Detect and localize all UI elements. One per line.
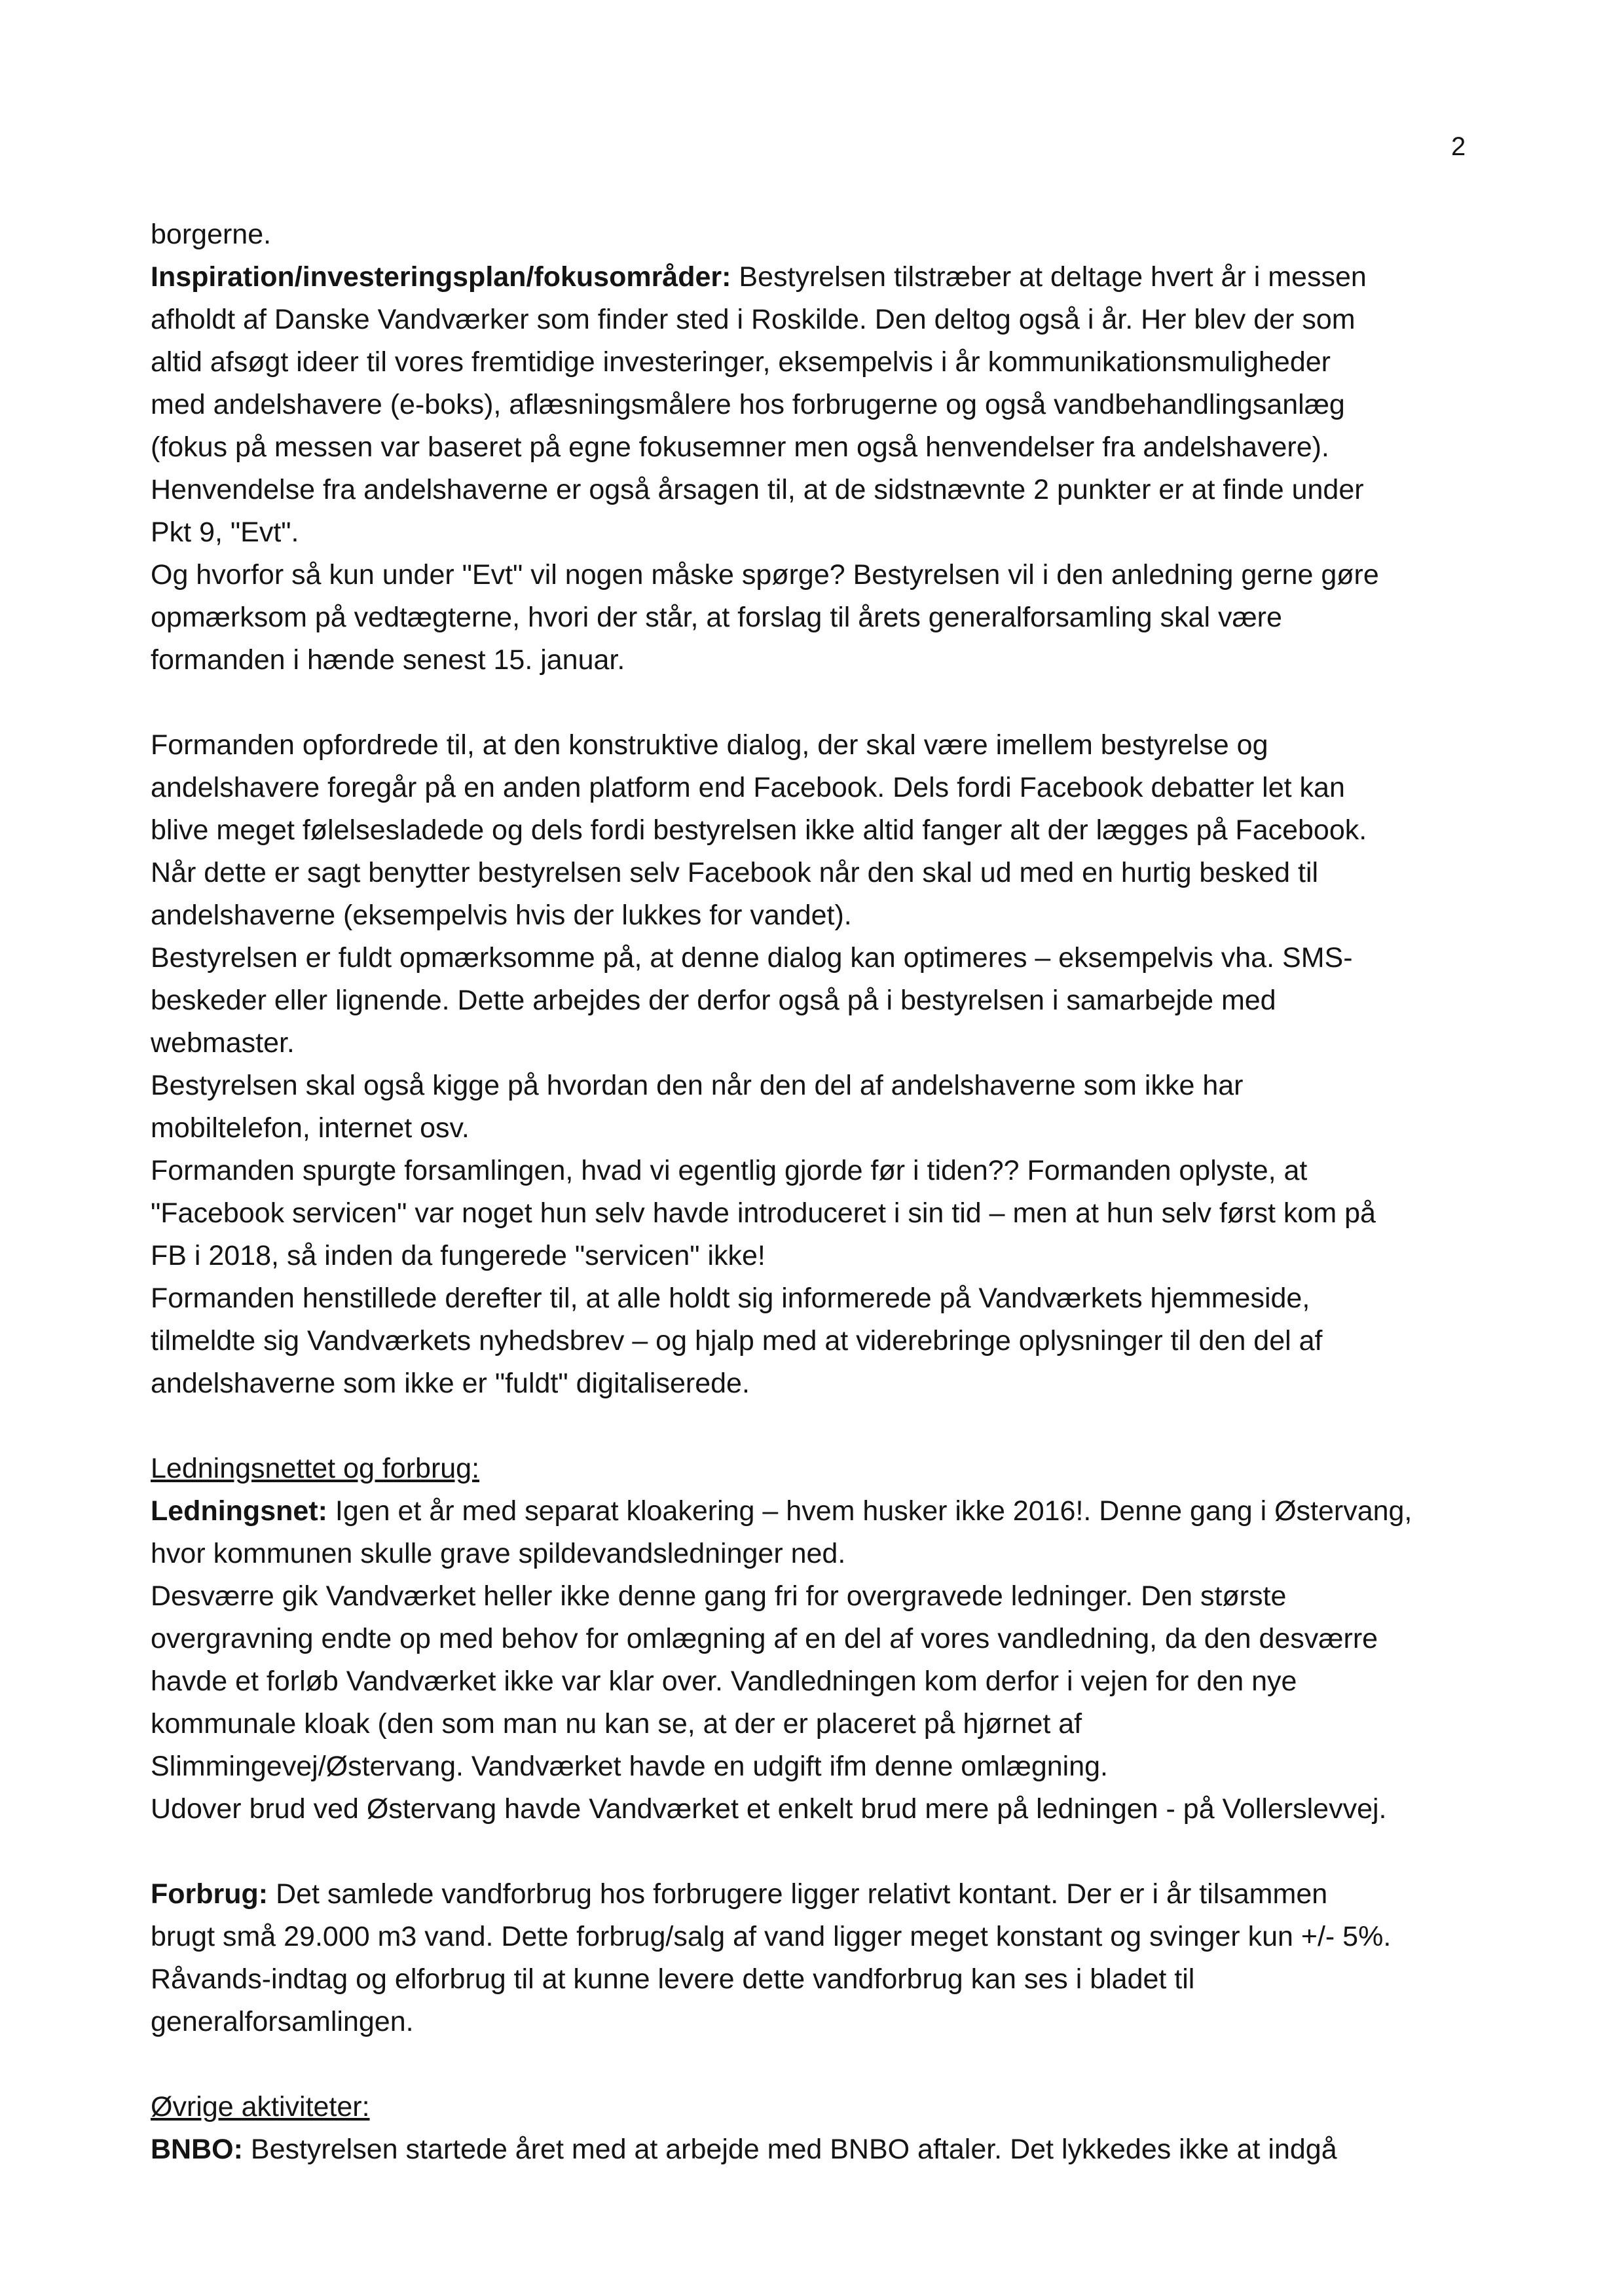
text-line: brugt små 29.000 m3 vand. Dette forbrug/salg af vand ligger meget konstant og svinger kun +/- 5%. <box>151 1921 1392 1952</box>
section-heading-ledningsnettet: Ledningsnettet og forbrug: <box>151 1453 480 1484</box>
text-line: FB i 2018, så inden da fungerede "servicen" ikke! <box>151 1240 766 1271</box>
text-line <box>151 2128 1513 2171</box>
text-line: andelshaverne som ikke er "fuldt" digitaliserede. <box>151 1368 750 1399</box>
text-line: Bestyrelsen er fuldt opmærksomme på, at denne dialog kan optimeres – eksempelvis vha. SMS- <box>151 942 1353 974</box>
text-line: med andelshavere (e-boks), aflæsningsmålere hos forbrugerne og også vandbehandlingsanlæg <box>151 389 1345 420</box>
text-line: Slimmingevej/Østervang. Vandværket havde en udgift ifm denne omlægning. <box>151 1751 1108 1782</box>
text-line: webmaster. <box>151 1027 295 1059</box>
text-line: mobiltelefon, internet osv. <box>151 1112 470 1144</box>
text-line: Henvendelse fra andelshaverne er også årsagen til, at de sidstnævnte 2 punkter er at finde under <box>151 474 1364 505</box>
text-line <box>151 1873 1513 1916</box>
text-line: Formanden opfordrede til, at den konstruktive dialog, der skal være imellem bestyrelse og <box>151 729 1268 761</box>
text-line: generalforsamlingen. <box>151 2006 414 2037</box>
text-line: borgerne. <box>151 219 272 250</box>
text-span: Igen et år med separat kloakering – hvem husker ikke 2016!. Denne gang i Østervang, <box>327 1495 1412 1527</box>
paragraph-gap <box>151 1405 1513 1448</box>
text-line: blive meget følelsesladede og dels fordi bestyrelsen ikke altid fanger alt der lægges på Facebook. <box>151 814 1367 846</box>
text-line: beskeder eller lignende. Dette arbejdes der derfor også på i bestyrelsen i samarbejde med <box>151 985 1276 1016</box>
text-line <box>151 256 1513 299</box>
text-line: Bestyrelsen skal også kigge på hvordan den når den del af andelshaverne som ikke har <box>151 1070 1244 1101</box>
text-span: Bestyrelsen startede året med at arbejde med BNBO aftaler. Det lykkedes ikke at indgå <box>242 2134 1337 2165</box>
text-line: havde et forløb Vandværket ikke var klar over. Vandledningen kom derfor i vejen for den nye <box>151 1666 1297 1697</box>
text-line: kommunale kloak (den som man nu kan se, at der er placeret på hjørnet af <box>151 1708 1082 1740</box>
text-line: Råvands-indtag og elforbrug til at kunne levere dette vandforbrug kan ses i bladet til <box>151 1963 1195 1995</box>
text-line: Formanden spurgte forsamlingen, hvad vi egentlig gjorde før i tiden?? Formanden oplyste, at <box>151 1155 1308 1186</box>
section-label: Ledningsnet: <box>151 1495 327 1527</box>
section-label: Forbrug: <box>151 1878 268 1910</box>
text-line: Pkt 9, "Evt". <box>151 517 299 548</box>
paragraph-gap <box>151 682 1513 724</box>
paragraph-facebook <box>151 724 1513 1405</box>
text-line: Formanden henstillede derefter til, at alle holdt sig informerede på Vandværkets hjemmeside, <box>151 1283 1310 1314</box>
text-span: Bestyrelsen tilstræber at deltage hvert år i messen <box>731 261 1367 293</box>
page-number: 2 <box>1451 132 1466 161</box>
text-line: tilmeldte sig Vandværkets nyhedsbrev – og hjalp med at viderebringe oplysninger til den del af <box>151 1325 1323 1357</box>
text-line: formanden i hænde senest 15. januar. <box>151 644 625 676</box>
text-line: Når dette er sagt benytter bestyrelsen selv Facebook når den skal ud med en hurtig besked til <box>151 857 1319 888</box>
text-line: andelshaverne (eksempelvis hvis der lukkes for vandet). <box>151 900 852 931</box>
text-line: Udover brud ved Østervang havde Vandværket et enkelt brud mere på ledningen - på Vollerslevvej. <box>151 1793 1387 1825</box>
text-line: Og hvorfor så kun under "Evt" vil nogen måske spørge? Bestyrelsen vil i den anledning gerne gøre <box>151 559 1379 591</box>
text-line: overgravning endte op med behov for omlægning af en del af vores vandledning, da den desværre <box>151 1623 1378 1654</box>
paragraph-gap <box>151 1831 1513 1873</box>
paragraph-ledningsnet <box>151 1490 1513 1831</box>
text-span: Det samlede vandforbrug hos forbrugere ligger relativt kontant. Der er i år tilsammen <box>268 1878 1328 1910</box>
text-line: andelshavere foregår på en anden platform end Facebook. Dels fordi Facebook debatter let kan <box>151 772 1345 803</box>
paragraph-gap <box>151 2043 1513 2086</box>
paragraph-inspiration <box>151 256 1513 682</box>
paragraph-intro <box>151 213 1513 256</box>
text-line: "Facebook servicen" var noget hun selv havde introduceret i sin tid – men at hun selv først kom på <box>151 1197 1376 1229</box>
text-line: (fokus på messen var baseret på egne fokusemner men også henvendelser fra andelshavere). <box>151 431 1329 463</box>
section-label: BNBO: <box>151 2134 243 2165</box>
text-line: Desværre gik Vandværket heller ikke denne gang fri for overgravede ledninger. Den største <box>151 1580 1287 1612</box>
text-line: afholdt af Danske Vandværker som finder sted i Roskilde. Den deltog også i år. Her blev der som <box>151 304 1356 335</box>
text-line: hvor kommunen skulle grave spildevandsledninger ned. <box>151 1538 846 1569</box>
section-label: Inspiration/investeringsplan/fokusområder: <box>151 261 731 293</box>
document-body <box>151 213 1513 2171</box>
text-line: opmærksom på vedtægterne, hvori der står, at forslag til årets generalforsamling skal være <box>151 602 1282 633</box>
text-line <box>151 1490 1513 1533</box>
section-heading-ovrige: Øvrige aktiviteter: <box>151 2091 370 2123</box>
paragraph-bnbo <box>151 2128 1513 2171</box>
paragraph-forbrug <box>151 1873 1513 2043</box>
text-line: altid afsøgt ideer til vores fremtidige investeringer, eksempelvis i år kommunikationsmuligheder <box>151 346 1331 378</box>
